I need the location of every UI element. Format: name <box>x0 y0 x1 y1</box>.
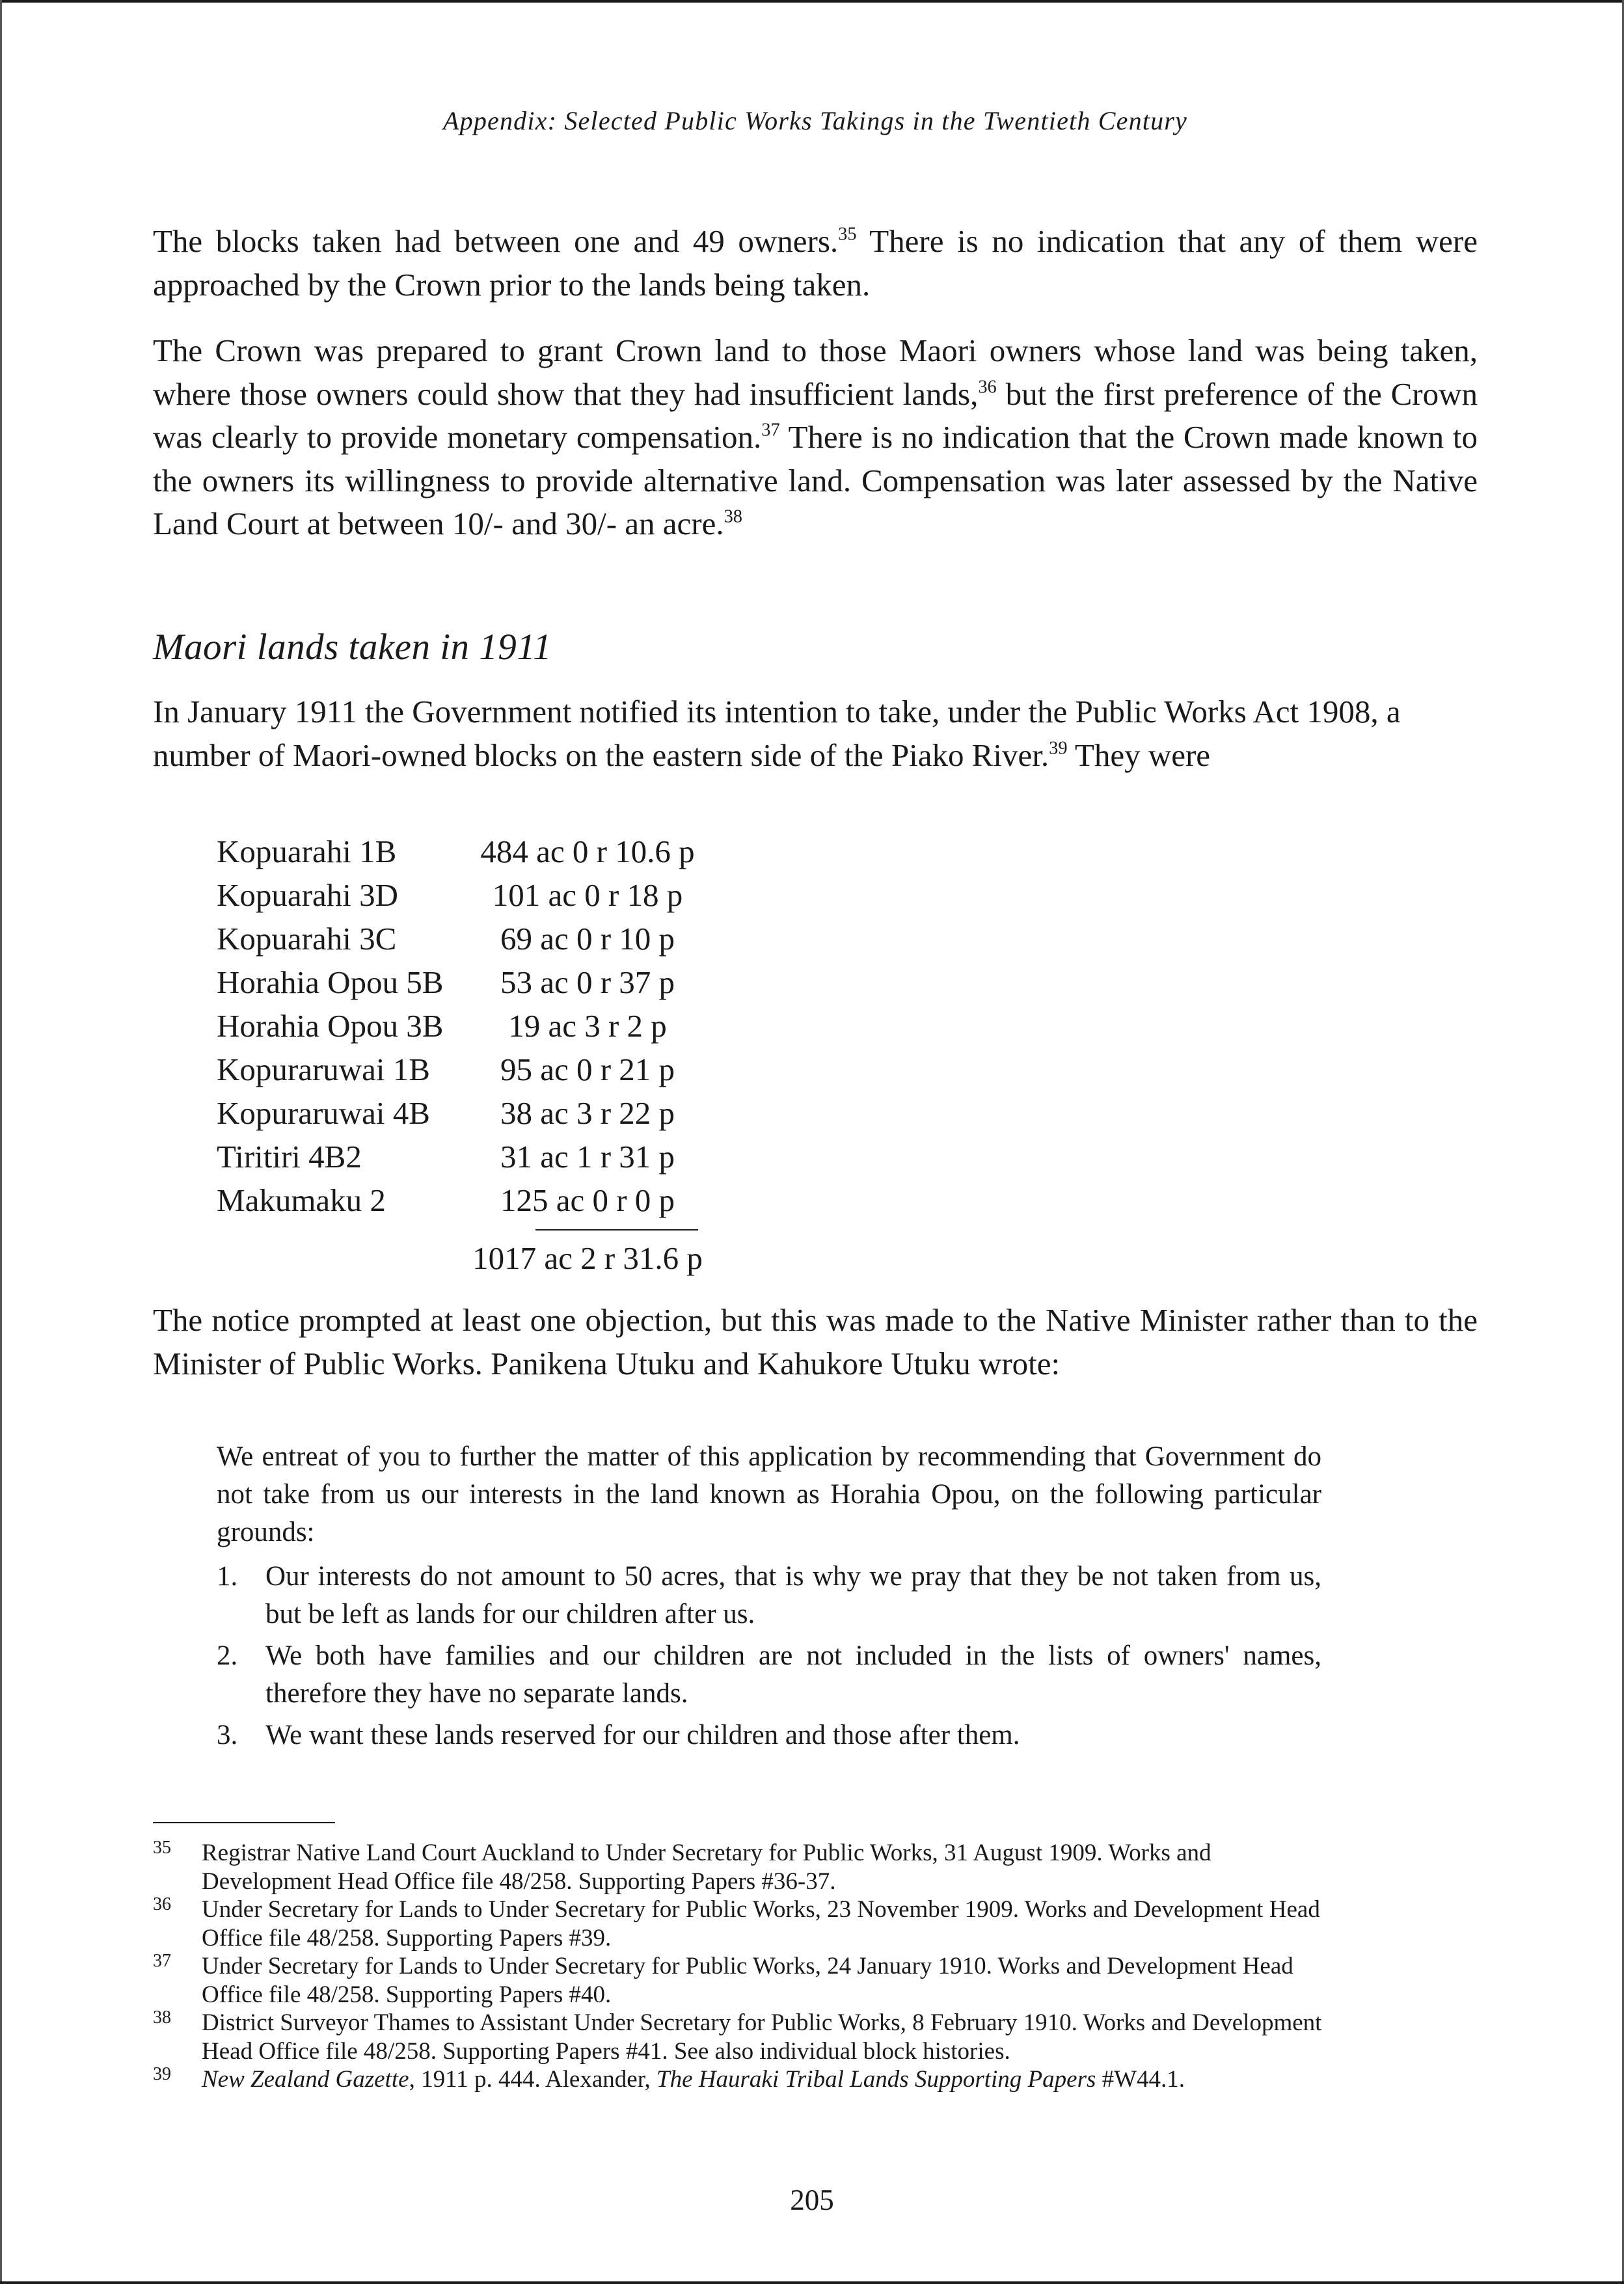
footnote-text: District Surveyor Thames to Assistant Under Secretary for Public Works, 8 February 1910. Works and Development Head Office file 48/258. Supporting Papers #41. See also individual block histories. <box>202 2009 1322 2065</box>
section-heading: Maori lands taken in 1911 <box>153 627 552 668</box>
paragraph-2-text-c: There is no indication that the Crown made known to the owners its willingness to provide alternative land. Compensation was later assessed by the Native Land Court at between 10/- and 30/- an acre. <box>153 419 1478 541</box>
left-border <box>0 0 2 2284</box>
list-item-number: 2. <box>217 1640 238 1671</box>
block-area: 53 ac 0 r 37 p <box>500 964 675 1000</box>
block-name: Kopuraruwai 1B <box>217 1052 430 1087</box>
list-item-text: We want these lands reserved for our children and those after them. <box>265 1720 1020 1750</box>
block-name: Kopuarahi 3D <box>217 877 398 913</box>
block-area: 484 ac 0 r 10.6 p <box>480 834 695 869</box>
footnote-number: 39 <box>153 2064 171 2084</box>
paragraph-3-text-a: In January 1911 the Government notified its intention to take, under the Public Works Act 1908, a number of Maori-owned blocks on the eastern side of the Piako River. <box>153 694 1401 773</box>
paragraph-4-text: The notice prompted at least one objection, but this was made to the Native Minister rather than to the Minister of Public Works. Panikena Utuku and Kahukore Utuku wrote: <box>153 1302 1478 1381</box>
total-rule <box>535 1229 698 1230</box>
table-row <box>217 1091 802 1135</box>
list-item-text: We both have families and our children are not included in the lists of owners' names, therefore they have no separate lands. <box>265 1640 1321 1709</box>
table-row <box>217 830 802 873</box>
block-name: Kopuarahi 1B <box>217 834 397 869</box>
table-row <box>217 917 802 960</box>
footnote-text: Registrar Native Land Court Auckland to Under Secretary for Public Works, 31 August 1909. Works and Development Head Office file 48/258. Supporting Papers #36-37. <box>202 1840 1211 1895</box>
footnote-ref-37[interactable]: 37 <box>761 420 780 441</box>
block-area: 69 ac 0 r 10 p <box>500 921 675 957</box>
paragraph-1 <box>153 220 1478 306</box>
paragraph-4 <box>153 1299 1478 1385</box>
footnote-36 <box>153 1896 1337 1952</box>
quote-intro <box>217 1438 1321 1551</box>
block-area: 38 ac 3 r 22 p <box>500 1095 675 1131</box>
block-area: 125 ac 0 r 0 p <box>500 1182 675 1218</box>
footnote-number: 36 <box>153 1894 171 1914</box>
footnote-number: 38 <box>153 2007 171 2028</box>
table-row <box>217 873 802 917</box>
block-name: Makumaku 2 <box>217 1182 386 1218</box>
paragraph-3-text-b: They were <box>1067 737 1211 773</box>
block-name: Horahia Opou 5B <box>217 964 444 1000</box>
paragraph-3 <box>153 690 1478 777</box>
footnote-text-end: #W44.1. <box>1096 2066 1185 2093</box>
footnote-title-hauraki: The Hauraki Tribal Lands Supporting Papers <box>656 2066 1096 2093</box>
block-name: Horahia Opou 3B <box>217 1008 444 1044</box>
list-item <box>217 1637 1321 1713</box>
paragraph-2 <box>153 329 1478 546</box>
blocks-table <box>217 830 802 1222</box>
page-number: 205 <box>790 2184 834 2216</box>
blocks-total: 1017 ac 2 r 31.6 p <box>472 1240 703 1276</box>
block-area: 31 ac 1 r 31 p <box>500 1139 675 1175</box>
table-row <box>217 1048 802 1091</box>
footnote-ref-39[interactable]: 39 <box>1049 738 1068 759</box>
footnote-ref-36[interactable]: 36 <box>978 377 997 398</box>
paragraph-1-text-b: There is no indication that any of them were approached by the Crown prior to the lands being taken. <box>153 223 1478 303</box>
block-name: Kopuarahi 3C <box>217 921 397 957</box>
top-border <box>0 0 1624 3</box>
block-area: 101 ac 0 r 18 p <box>492 877 683 913</box>
list-item-number: 1. <box>217 1561 238 1592</box>
footnote-divider <box>153 1822 335 1823</box>
footnote-text: Under Secretary for Lands to Under Secretary for Public Works, 24 January 1910. Works and Development Head Office file 48/258. Supporting Papers #40. <box>202 1953 1293 2008</box>
footnote-35 <box>153 1839 1337 1896</box>
running-head: Appendix: Selected Public Works Takings in the Twentieth Century <box>442 106 1188 135</box>
footnote-title-gazette: New Zealand Gazette <box>202 2066 409 2093</box>
table-row <box>217 960 802 1004</box>
footnote-37 <box>153 1952 1337 2009</box>
block-area: 19 ac 3 r 2 p <box>508 1008 667 1044</box>
block-name: Kopuraruwai 4B <box>217 1095 430 1131</box>
footnote-38 <box>153 2009 1337 2065</box>
footnote-text: Under Secretary for Lands to Under Secretary for Public Works, 23 November 1909. Works and Development Head Office file 48/258. Supporting Papers #39. <box>202 1896 1320 1951</box>
footnote-number: 37 <box>153 1951 171 1971</box>
table-row <box>217 1135 802 1178</box>
list-item-text: Our interests do not amount to 50 acres, that is why we pray that they be not taken from us, but be left as lands for our children after us. <box>265 1561 1321 1629</box>
footnotes <box>153 1839 1337 2094</box>
list-item <box>217 1717 1321 1754</box>
list-item-number: 3. <box>217 1720 238 1750</box>
table-row <box>217 1178 802 1222</box>
block-name: Tiritiri 4B2 <box>217 1139 362 1175</box>
block-area: 95 ac 0 r 21 p <box>500 1052 675 1087</box>
table-row <box>217 1004 802 1048</box>
footnote-39 <box>153 2065 1337 2094</box>
paragraph-1-text-a: The blocks taken had between one and 49 owners. <box>153 223 839 259</box>
footnote-text-mid: , 1911 p. 444. Alexander, <box>409 2066 657 2093</box>
paragraph-2-text-b: but the first preference of the Crown was clearly to provide monetary compensation. <box>153 375 1478 455</box>
bottom-border <box>0 2281 1624 2284</box>
footnote-ref-35[interactable]: 35 <box>838 224 857 245</box>
paragraph-2-text-a: The Crown was prepared to grant Crown land to those Maori owners whose land was being taken, where those owners could show that they had insufficient lands, <box>153 333 1478 412</box>
footnote-ref-38[interactable]: 38 <box>724 506 742 527</box>
list-item <box>217 1558 1321 1633</box>
footnote-number: 35 <box>153 1838 171 1858</box>
quote-intro-text: We entreat of you to further the matter of this application by recommending that Government do not take from us our interests in the land known as Horahia Opou, on the following particular grounds: <box>217 1441 1321 1547</box>
